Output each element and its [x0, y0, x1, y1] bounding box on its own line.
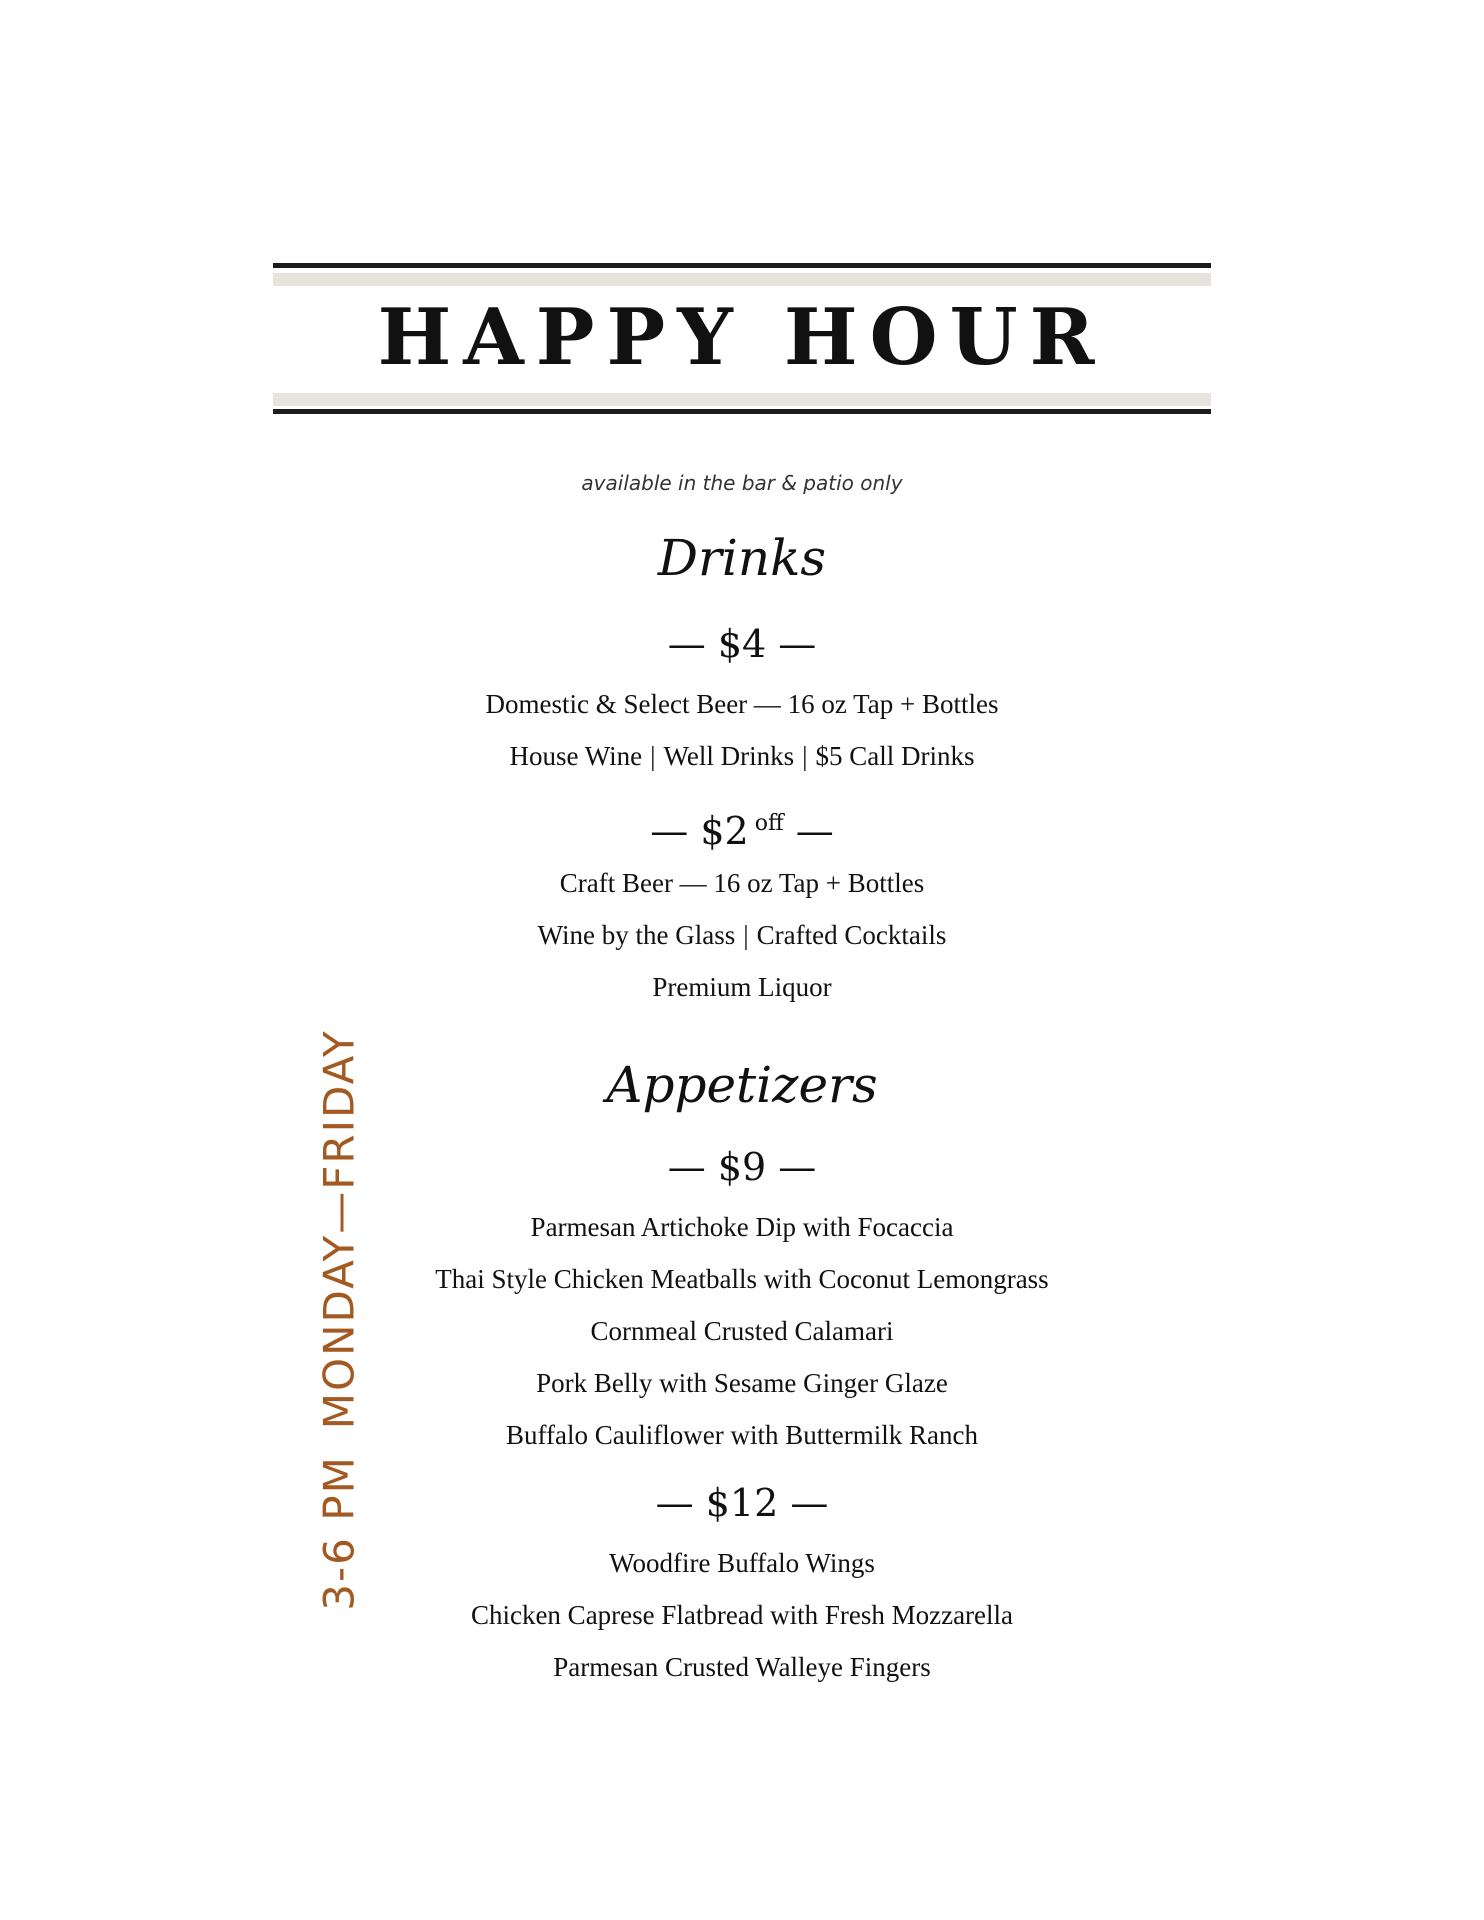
drinks-line	[273, 687, 1211, 721]
header-bottom-light-rule	[273, 393, 1211, 406]
separator: |	[802, 741, 808, 771]
header-bottom-dark-rule	[273, 409, 1211, 414]
appetizer-item: Parmesan Artichoke Dip with Focaccia	[530, 1212, 954, 1242]
appetizers-heading: Appetizers	[606, 1056, 878, 1114]
drink-item: Well Drinks	[663, 741, 795, 771]
separator: |	[650, 741, 656, 771]
price-suffix: off	[754, 811, 784, 836]
drink-item: Premium Liquor	[652, 972, 832, 1002]
drinks-heading: Drinks	[657, 529, 827, 587]
drink-item: Craft Beer — 16 oz Tap + Bottles	[559, 868, 925, 898]
appetizers-price-12: — $12 —	[655, 1481, 829, 1525]
page-title: HAPPY HOUR	[377, 292, 1107, 383]
drinks-line	[273, 739, 1211, 773]
drinks-line	[273, 918, 1211, 952]
days-text: MONDAY—FRIDAY	[314, 1029, 364, 1430]
hours-text: 3-6 PM	[314, 1455, 364, 1611]
price-dash: —	[795, 809, 834, 853]
drink-item: Domestic & Select Beer — 16 oz Tap + Bottles	[485, 689, 999, 719]
price-amount: — $2	[650, 809, 749, 853]
separator: |	[743, 920, 749, 950]
drinks-line	[273, 970, 1211, 1004]
drink-item: House Wine	[509, 741, 643, 771]
drink-item: $5 Call Drinks	[815, 741, 975, 771]
appetizer-item: Woodfire Buffalo Wings	[609, 1548, 875, 1578]
header-top-dark-rule	[273, 263, 1211, 268]
appetizer-item: Buffalo Cauliflower with Buttermilk Ranch	[506, 1420, 978, 1450]
drink-item: Crafted Cocktails	[756, 920, 947, 950]
appetizer-item: Thai Style Chicken Meatballs with Coconut Lemongrass	[435, 1264, 1049, 1294]
appetizer-item: Chicken Caprese Flatbread with Fresh Mozzarella	[470, 1600, 1014, 1630]
drinks-price-2-off	[273, 800, 1211, 855]
drinks-price-4: — $4 —	[667, 622, 817, 666]
appetizer-item: Parmesan Crusted Walleye Fingers	[553, 1652, 931, 1682]
appetizers-price-9: — $9 —	[667, 1145, 817, 1189]
availability-note: available in the bar & patio only	[581, 471, 903, 495]
drinks-line	[273, 866, 1211, 900]
header-top-light-rule	[273, 273, 1211, 286]
appetizer-item: Pork Belly with Sesame Ginger Glaze	[536, 1368, 948, 1398]
appetizer-item: Cornmeal Crusted Calamari	[590, 1316, 894, 1346]
drink-item: Wine by the Glass	[537, 920, 736, 950]
